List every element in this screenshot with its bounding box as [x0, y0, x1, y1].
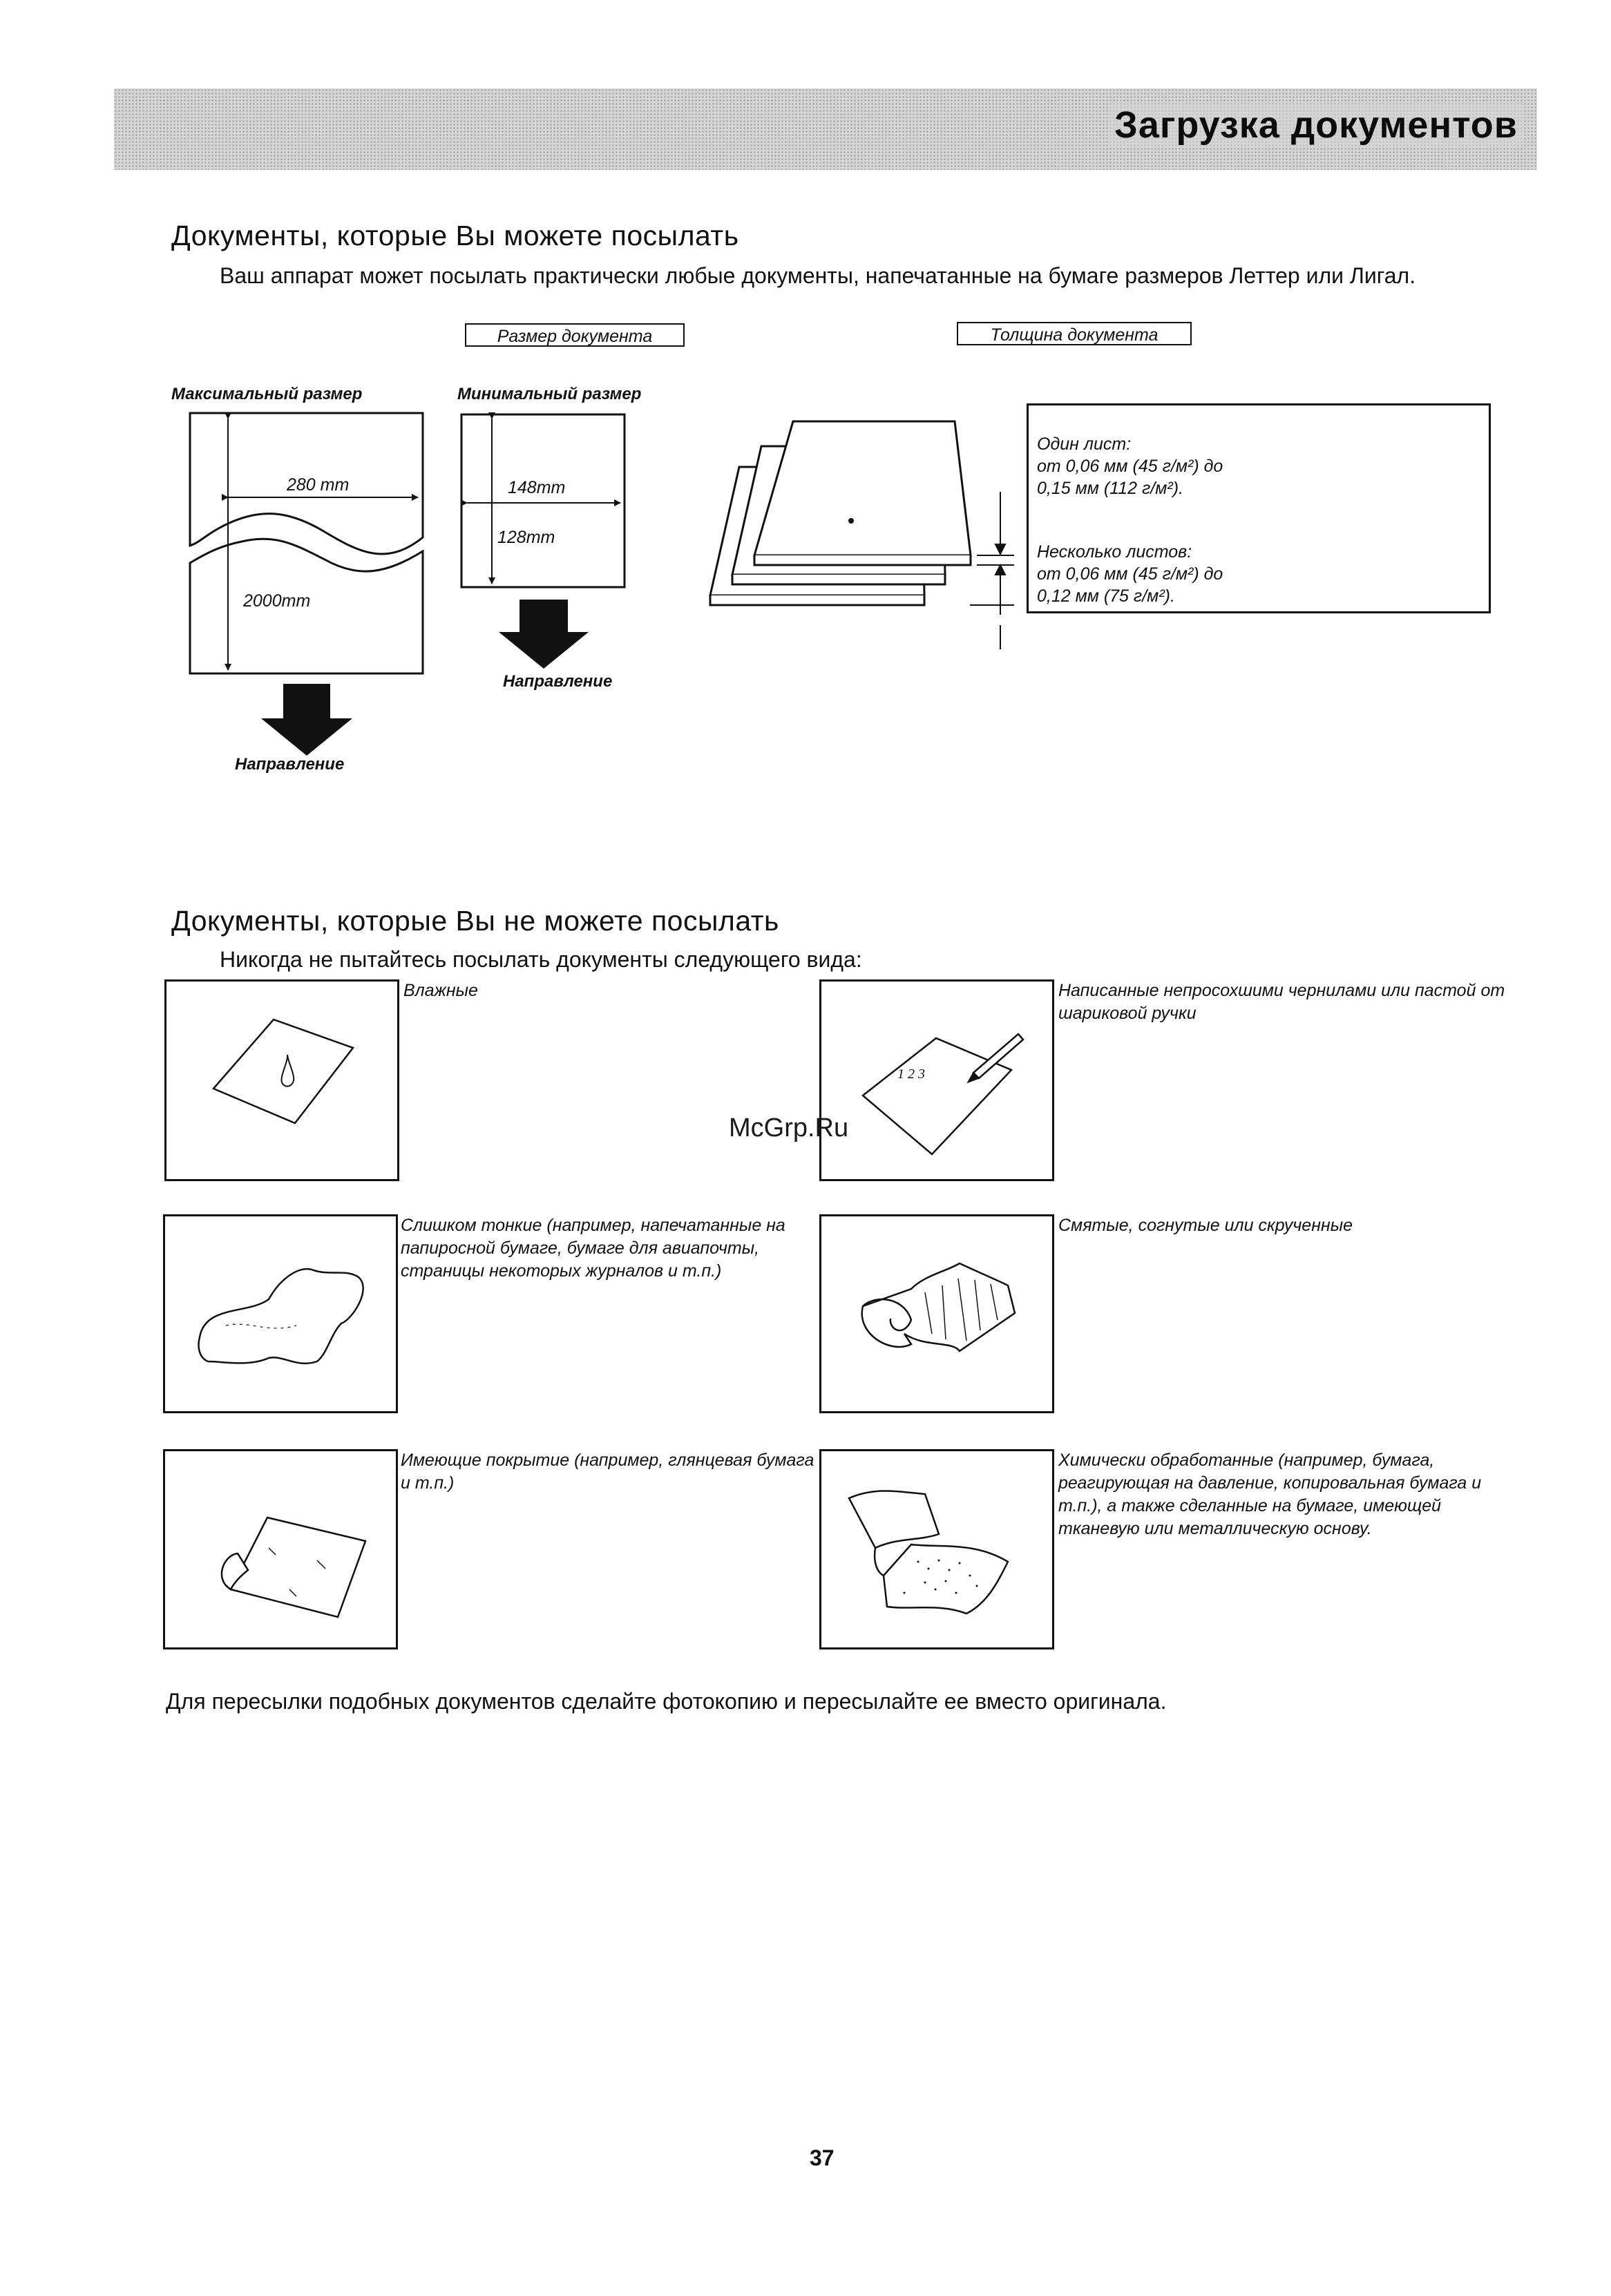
- item-caption-chemical: Химически обработанные (например, бумага, реагирующая на давление, копировальная бумага и т.п.), а также сделанные на бумаге, имеющей тканевую или металлическую основу.: [1058, 1451, 1482, 1538]
- wet-paper-icon: [166, 982, 397, 1179]
- watermark: McGrp.Ru: [729, 1113, 849, 1142]
- max-size-label: Максимальный размер: [171, 385, 363, 403]
- single-sheet-range-1: от 0,06 мм (45 г/м²) до: [1037, 457, 1223, 476]
- item-image-crumpled: [819, 1214, 1054, 1413]
- chemical-paper-icon: [821, 1451, 1052, 1647]
- multi-sheet-range-1: от 0,06 мм (45 г/м²) до: [1037, 564, 1223, 584]
- direction-arrow-min: [499, 600, 589, 669]
- item-image-wet: [164, 979, 399, 1181]
- direction-arrow-max: [261, 684, 352, 756]
- item-caption-wet: Влажные: [403, 981, 478, 1000]
- thickness-info-box: [1027, 403, 1491, 613]
- coated-paper-icon: [165, 1451, 396, 1647]
- size-label-box: Размер документа: [465, 323, 685, 347]
- multi-sheet-range-2: 0,12 мм (75 г/м²).: [1037, 586, 1175, 606]
- single-sheet-range-2: 0,15 мм (112 г/м²).: [1037, 479, 1183, 498]
- thin-paper-icon: [165, 1216, 396, 1411]
- stacked-sheets: [710, 421, 971, 605]
- multi-sheet-title: Несколько листов:: [1037, 542, 1192, 562]
- item-caption-crumpled: Смятые, согнутые или скрученные: [1058, 1216, 1353, 1235]
- section-intro-cannot-send: Никогда не пытайтесь посылать документы следующего вида:: [220, 947, 862, 972]
- section-heading-cannot-send: Документы, которые Вы не можете посылать: [171, 905, 779, 937]
- single-sheet-title: Один лист:: [1037, 434, 1132, 454]
- direction-label-max: Направление: [235, 755, 345, 774]
- item-image-coated: [163, 1449, 398, 1649]
- section-text-can-send: Ваш аппарат может посылать практически любые документы, напечатанные на бумаге размеров Леттер или Лигал.: [220, 263, 1416, 288]
- min-size-sheet: [461, 414, 625, 587]
- pen-digits: 1 2 3: [897, 1066, 925, 1082]
- item-image-thin: [163, 1214, 398, 1413]
- page-number: 37: [810, 2145, 835, 2170]
- thickness-label-box: Толщина документа: [957, 322, 1192, 345]
- pen-writing-icon: [821, 982, 1052, 1179]
- max-width-value: 280 mm: [287, 475, 350, 495]
- item-caption-coated: Имеющие покрытие (например, глянцевая бумага и т.п.): [401, 1451, 814, 1493]
- max-length-value: 2000mm: [243, 591, 311, 611]
- item-image-pen: [819, 979, 1054, 1181]
- thickness-indicator: [970, 492, 1014, 649]
- min-length-value: 128mm: [497, 528, 555, 547]
- item-image-chemical: [819, 1449, 1054, 1649]
- item-caption-thin: Слишком тонкие (например, напечатанные на папиросной бумаге, бумаге для авиапочты, страницы некоторых журналов и т.п.): [401, 1216, 785, 1281]
- min-width-value: 148mm: [508, 478, 566, 497]
- min-size-label: Минимальный размер: [457, 385, 642, 403]
- max-size-sheet: [190, 413, 423, 673]
- section-heading-can-send: Документы, которые Вы можете посылать: [171, 220, 739, 251]
- item-caption-pen: Написанные непросохшими чернилами или пастой от шариковой ручки: [1058, 981, 1505, 1023]
- crumpled-paper-icon: [821, 1216, 1052, 1411]
- footer-note: Для пересылки подобных документов сделайте фотокопию и пересылайте ее вместо оригинала.: [166, 1689, 1167, 1714]
- direction-label-min: Направление: [503, 672, 613, 691]
- page-title: Загрузка документов: [1109, 104, 1523, 146]
